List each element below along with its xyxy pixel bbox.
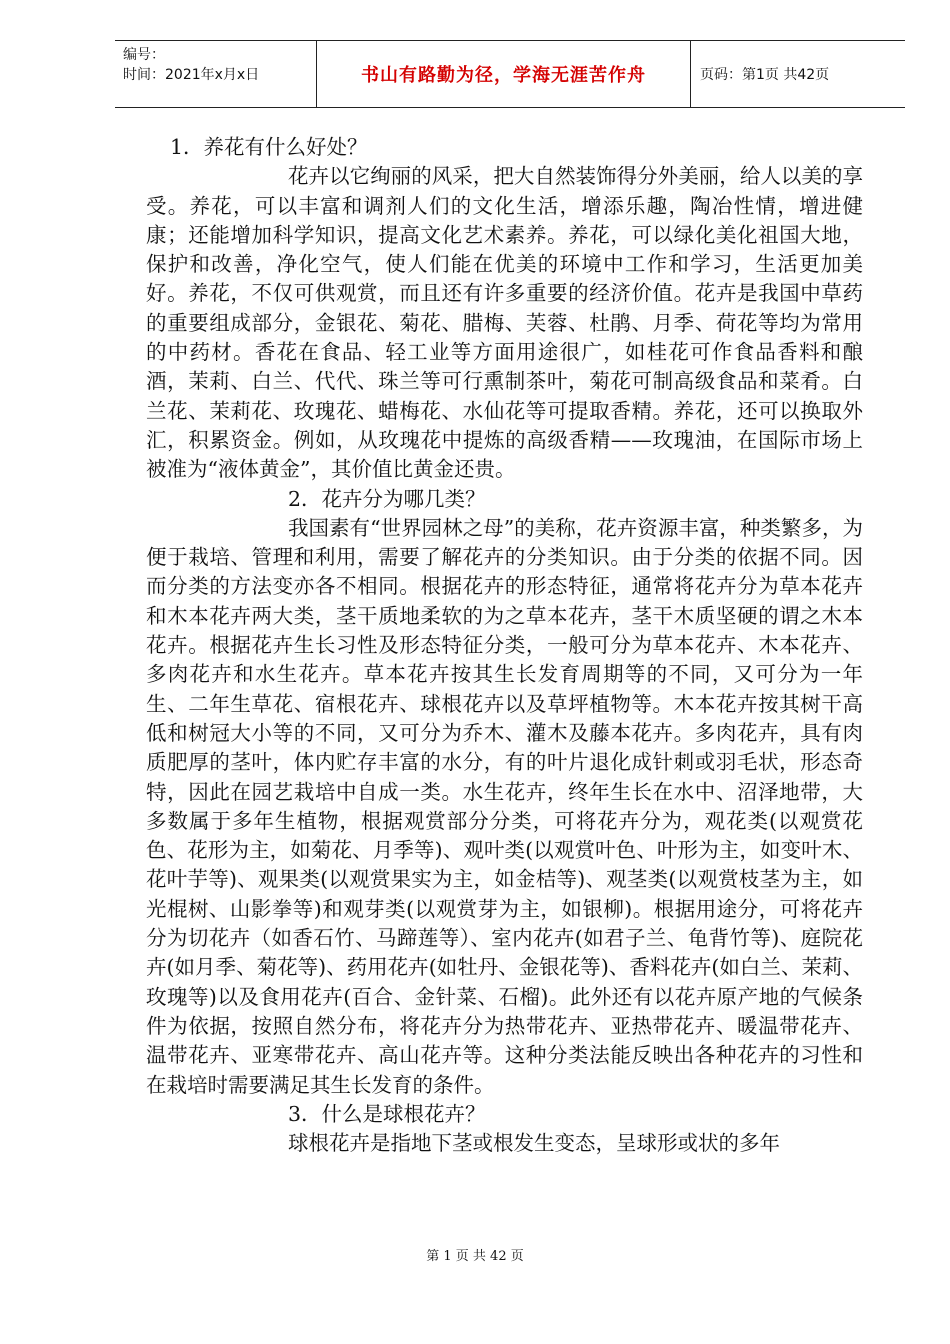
header-meta [123,45,259,85]
document-number-label: 编号： [123,47,165,63]
answer-paragraph-3: 球根花卉是指地下茎或根发生变态，呈球形或状的多年 [288,1131,780,1156]
page-footer: 第 1 页 共 42 页 [426,1249,524,1264]
header-motto-cell [316,41,691,107]
document-body [146,133,863,1158]
answer-paragraph-2: 我国素有“世界园林之母”的美称，花卉资源丰富，种类繁多，为便于栽培、管理和利用，需要了解花卉的分类知识。由于分类的依据不同。因而分类的方法变亦各不相同。根据花卉的形态特征，通常将花卉分为草本花卉和木本花卉两大类，茎干质地柔软的为之草本花卉，茎干木质坚硬的谓之木本花卉。根据花卉生长习性及形态特征分类，一般可分为草本花卉、木本花卉、多肉花卉和水生花卉。草本花卉按其生长发育周期等的不同，又可分为一年生、二年生草花、宿根花卉、球根花卉以及草坪植物等。木本花卉按其树干高低和树冠大小等的不同，又可分为乔木、灌木及藤本花卉。多肉花卉，具有肉质肥厚的茎叶，体内贮存丰富的水分，有的叶片退化成针刺或羽毛状，形态奇特，因此在园艺栽培中自成一类。水生花卉，终年生长在水中、沼泽地带，大多数属于多年生植物，根据观赏部分分类，可将花卉分为，观花类(以观赏花色、花形为主，如菊花、月季等)、观叶类(以观赏叶色、叶形为主，如变叶木、花叶芋等)、观果类(以观赏果实为主，如金桔等)、观茎类(以观赏枝茎为主，如光棍树、山影拳等)和观芽类(以观赏芽为主，如银柳)。根据用途分，可将花卉分为切花卉（如香石竹、马蹄莲等）、室内花卉(如君子兰、龟背竹等)、庭院花卉(如月季、菊花等)、药用花卉(如牡丹、金银花等)、香料花卉(如白兰、茉莉、玫瑰等)以及食用花卉(百合、金针菜、石榴)。此外还有以花卉原产地的气候条件为依据，按照自然分布，将花卉分为热带花卉、亚热带花卉、暖温带花卉、温带花卉、亚寒带花卉、高山花卉等。这种分类法能反映出各种花卉的习性和在栽培时需要满足其生长发育的条件。 [146,515,863,1097]
document-time-label: 时间：2021年x月x日 [123,67,260,83]
page-header [115,40,905,108]
question-heading-1: 1．养花有什么好处？ [170,135,368,159]
header-page-info: 页码：第1页 共42页 [700,67,830,83]
question-heading-2: 2．花卉分为哪几类？ [288,486,486,511]
question-heading-3: 3．什么是球根花卉？ [288,1101,486,1126]
header-motto: 书山有路勤为径，学海无涯苦作舟 [361,65,646,86]
answer-paragraph-1: 花卉以它绚丽的风采，把大自然装饰得分外美丽，给人以美的享受。养花，可以丰富和调剂人们的文化生活，增添乐趣，陶冶性情，增进健康；还能增加科学知识，提高文化艺术素养。养花，可以绿化美化祖国大地，保护和改善，净化空气，使人们能在优美的环境中工作和学习，生活更加美好。养花，不仅可供观赏，而且还有许多重要的经济价值。花卉是我国中草药的重要组成部分，金银花、菊花、腊梅、芙蓉、杜鹃、月季、荷花等均为常用的中药材。香花在食品、轻工业等方面用途很广，如桂花可作食品香料和酿酒，茉莉、白兰、代代、珠兰等可行熏制茶叶，菊花可制高级食品和菜肴。白兰花、茉莉花、玫瑰花、蜡梅花、水仙花等可提取香精。养花，还可以换取外汇，积累资金。例如，从玫瑰花中提炼的高级香精——玫瑰油，在国际市场上被准为“液体黄金”，其价值比黄金还贵。 [146,164,863,482]
